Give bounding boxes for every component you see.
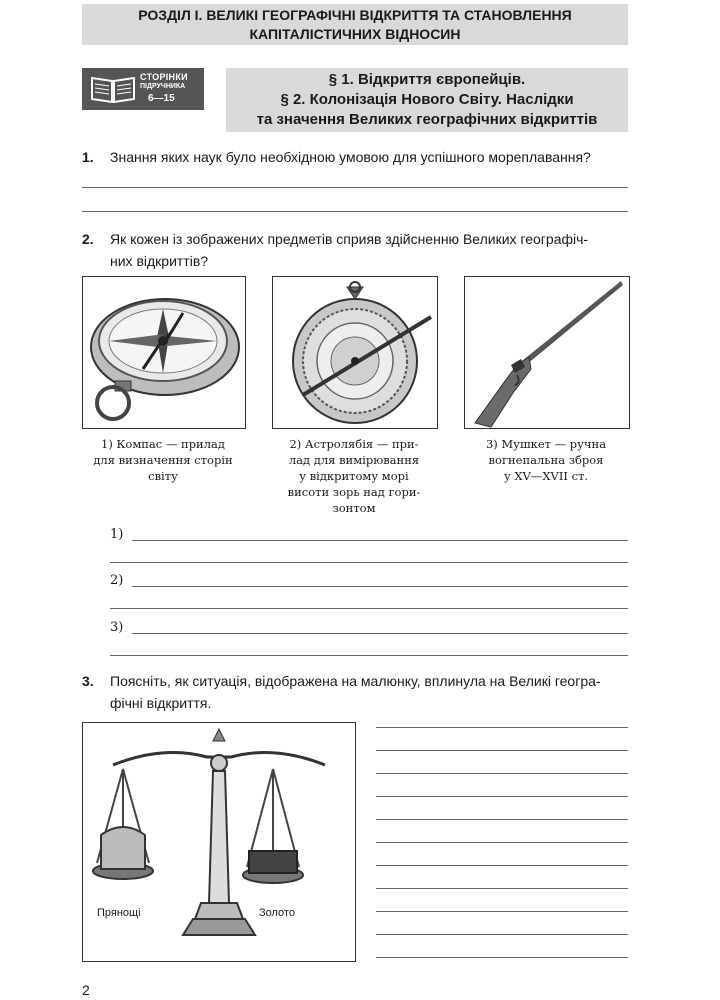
chapter-header <box>82 4 628 45</box>
caption-line: 3) Мушкет — ручна <box>485 437 607 451</box>
answer-line[interactable] <box>376 842 628 843</box>
caption-line: 1) Компас — прилад <box>101 437 225 451</box>
musket-icon <box>465 277 629 428</box>
section-title-1: § 1. Відкриття європейців. <box>328 71 526 88</box>
answer-line[interactable] <box>376 934 628 935</box>
answer-line[interactable] <box>376 727 628 728</box>
question-number: 3. <box>82 673 94 689</box>
pages-sublabel: ПІДРУЧНИКА <box>140 83 186 90</box>
astrolabe-icon <box>273 277 437 428</box>
answer-line[interactable] <box>376 773 628 774</box>
answer-line[interactable] <box>376 957 628 958</box>
chapter-title-line1: РОЗДІЛ І. ВЕЛИКІ ГЕОГРАФІЧНІ ВІДКРИТТЯ ТА СТАНОВЛЕННЯ <box>138 7 572 23</box>
question-2 <box>82 228 94 250</box>
answer-line[interactable] <box>376 865 628 866</box>
caption-astrolabe <box>272 436 436 516</box>
question-number: 1. <box>82 149 94 165</box>
right-pan-label: Золото <box>259 907 295 919</box>
question-3-text <box>110 670 601 714</box>
answer-line[interactable] <box>132 586 628 587</box>
caption-musket <box>464 436 628 484</box>
caption-line: у XV—XVII ст. <box>503 469 589 483</box>
answer-line[interactable] <box>132 540 628 541</box>
answer-line[interactable] <box>376 888 628 889</box>
caption-line: вогнепальна зброя <box>488 453 604 467</box>
caption-line: 2) Астролябія — при- <box>289 437 419 451</box>
question-number: 2. <box>82 231 94 247</box>
caption-compass <box>82 436 244 484</box>
answer-line[interactable] <box>82 211 628 212</box>
astrolabe-picture <box>272 276 438 429</box>
answer-line[interactable] <box>376 819 628 820</box>
answer-line[interactable] <box>110 562 628 563</box>
page-number: 2 <box>82 982 90 998</box>
answer-line[interactable] <box>82 187 628 188</box>
scales-picture <box>82 722 356 962</box>
question-3 <box>82 670 94 692</box>
answer-number: 3) <box>110 620 124 635</box>
question-1 <box>82 146 94 168</box>
compass-icon <box>83 277 245 428</box>
open-book-icon <box>90 74 136 104</box>
caption-line: у відкритому морі <box>299 469 409 483</box>
question-2-line2: них відкриттів? <box>110 253 209 269</box>
caption-line: висоти зорь над гори- <box>287 485 421 499</box>
question-3-line2: фічні відкриття. <box>110 695 212 711</box>
answer-line[interactable] <box>110 608 628 609</box>
answer-line[interactable] <box>110 655 628 656</box>
caption-line: світу <box>148 469 178 483</box>
pages-label: СТОРІНКИ <box>140 72 188 82</box>
chapter-title-line2: КАПІТАЛІСТИЧНИХ ВІДНОСИН <box>249 26 461 42</box>
answer-line[interactable] <box>376 911 628 912</box>
compass-picture <box>82 276 246 429</box>
section-title-2: § 2. Колонізація Нового Світу. Наслідки <box>280 91 574 108</box>
scales-icon <box>83 723 355 961</box>
pages-range: 6—15 <box>148 93 175 104</box>
question-1-text: Знання яких наук було необхідною умовою для успішного мореплавання? <box>110 149 591 165</box>
left-pan-label: Прянощі <box>97 907 141 919</box>
section-title-3: та значення Великих географічних відкриттів <box>256 111 598 128</box>
caption-line: лад для вимірювання <box>288 453 420 467</box>
question-3-line1: Поясніть, як ситуація, відображена на малюнку, вплинула на Великі геогра- <box>110 673 601 689</box>
question-2-text <box>110 228 588 272</box>
answer-number: 1) <box>110 527 124 542</box>
answer-number: 2) <box>110 573 124 588</box>
question-2-line1: Як кожен із зображених предметів сприяв здійсненню Великих географіч- <box>110 231 589 247</box>
answer-line[interactable] <box>132 633 628 634</box>
answer-line[interactable] <box>376 796 628 797</box>
caption-line: зонтом <box>332 501 376 515</box>
section-titles <box>226 68 628 132</box>
musket-picture <box>464 276 630 429</box>
answer-line[interactable] <box>376 750 628 751</box>
caption-line: для визначення сторін <box>93 453 233 467</box>
textbook-pages-badge <box>82 68 204 110</box>
